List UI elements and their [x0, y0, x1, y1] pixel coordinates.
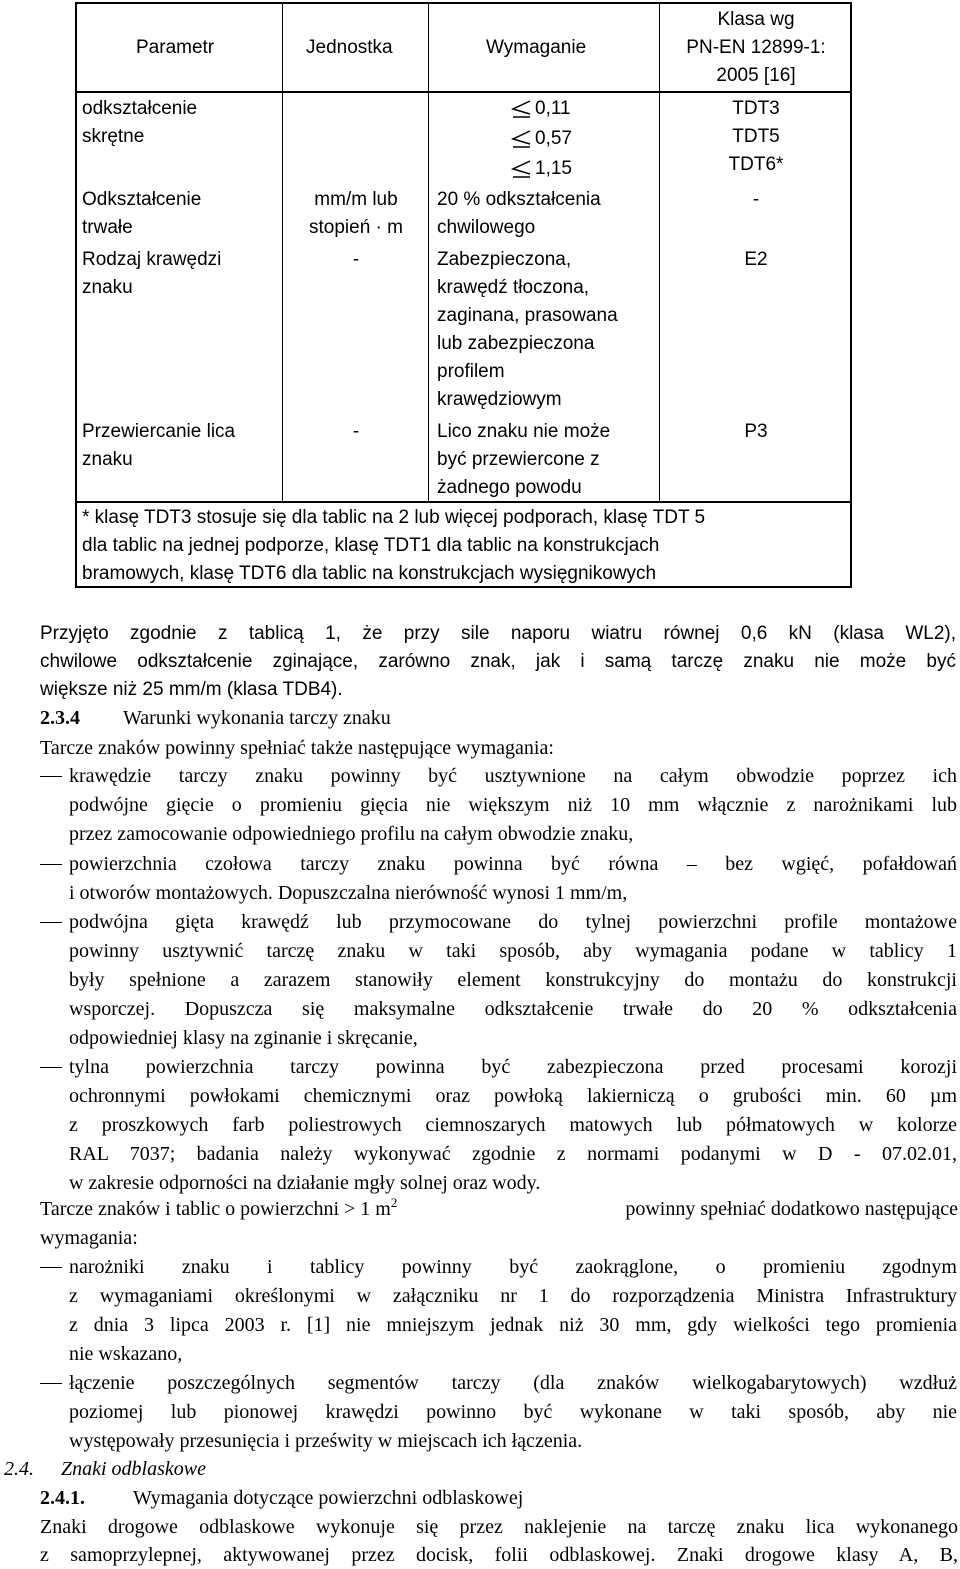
dash-bullet-icon — [40, 1383, 62, 1384]
header-class-3: 2005 [16] — [716, 65, 796, 86]
row3-req-4: lub zabezpieczona — [437, 333, 595, 354]
row4-param-line1: Przewiercanie lica — [82, 421, 236, 442]
row4-req-3: żadnego powodu — [437, 477, 582, 498]
table-footnote-2: dla tablic na jednej podporze, klasę TDT1 dla tablic na konstrukcjach — [82, 535, 660, 556]
less-equal-icon — [510, 159, 532, 179]
row1-req-1: 0,11 — [535, 98, 571, 119]
header-class-2: PN-EN 12899-1: — [686, 37, 826, 58]
row2-req-1: 20 % odkształcenia — [437, 189, 601, 210]
row3-param-line2: znaku — [82, 277, 133, 298]
list1-item3-line4: wsporczej. Dopuszcza się maksymalne odkształcenie trwałe do 20 % odkształcenia — [69, 998, 957, 1020]
section-number-2-3-4: 2.3.4 — [40, 707, 80, 729]
intro-requirements: Tarcze znaków powinny spełniać także następujące wymagania: — [40, 737, 554, 759]
table-col-sep-1 — [282, 2, 283, 501]
dash-bullet-icon — [40, 776, 62, 777]
row1-class-1: TDT3 — [732, 98, 780, 119]
section-number-2-4: 2.4. — [4, 1458, 34, 1480]
row3-req-2: krawędź tłoczona, — [437, 277, 590, 298]
dash-bullet-icon — [40, 922, 62, 923]
header-unit: Jednostka — [306, 37, 393, 58]
row3-req-6: krawędziowym — [437, 389, 562, 410]
list1-item3-line1: podwójna gięta krawędź lub przymocowane do tylnej powierzchni profile montażowe — [69, 911, 957, 933]
list1-item4-line2: ochronnymi powłokami chemicznymi oraz powłoką lakierniczą o grubości min. 60 µm — [69, 1085, 957, 1107]
row3-class: E2 — [744, 249, 768, 270]
para-last-line1: Znaki drogowe odblaskowe wykonuje się przez naklejenie na tarczę znaku lica wykonanego — [40, 1516, 958, 1538]
row3-req-5: profilem — [437, 361, 505, 382]
row1-req-3: 1,15 — [535, 158, 572, 179]
row2-param-line2: trwałe — [82, 217, 133, 238]
row4-class: P3 — [744, 421, 768, 442]
list1-item3-line2: powinny usztywnić tarczę znaku w taki sposób, aby wymagania podane w tablicy 1 — [69, 940, 957, 962]
list2-item1-line2: z wymaganiami określonymi w załączniku nr 1 do rozporządzenia Ministra Infrastruktury — [69, 1285, 957, 1307]
table-header-rule — [75, 91, 852, 93]
para1-line2: chwilowe odkształcenie zginające, zarówno znak, jak i samą tarczę znaku nie może być — [40, 651, 956, 672]
less-equal-icon — [510, 129, 532, 149]
list1-item4-line4: RAL 7037; badania należy wykonywać zgodnie z normami podanymi w D - 07.02.01, — [69, 1143, 957, 1165]
list2-item2-line2: poziomej lub pionowej krawędzi powinno być wykonane w taki sposób, aby nie — [69, 1401, 957, 1423]
row3-unit: - — [352, 249, 360, 270]
list1-item2-line2: i otworów montażowych. Dopuszczalna nierówność wynosi 1 mm/m, — [69, 882, 628, 904]
header-param: Parametr — [136, 37, 215, 58]
list1-item1-line1: krawędzie tarczy znaku powinny być usztywnione na całym obwodzie poprzez ich — [69, 765, 957, 787]
list2-item1-line3: z dnia 3 lipca 2003 r. [1] nie mniejszym jednak niż 30 mm, gdy wielkości tego promienia — [69, 1314, 957, 1336]
list2-item2-line3: występowały przesunięcia i prześwity w miejscach ich łączenia. — [69, 1430, 583, 1452]
table-col-sep-3 — [659, 2, 660, 501]
dash-bullet-icon — [40, 864, 62, 865]
row2-req-2: chwilowego — [437, 217, 536, 238]
row3-req-3: zaginana, prasowana — [437, 305, 618, 326]
list1-item3-line5: odpowiedniej klasy na zginanie i skręcanie, — [69, 1027, 418, 1049]
list2-item1-line1: narożniki znaku i tablicy powinny być zaokrąglone, o promieniu zgodnym — [69, 1256, 957, 1278]
list1-item1-line2: podwójne gięcie o promieniu gięcia nie większym niż 10 mm włącznie z narożnikami lub — [69, 794, 957, 816]
row2-class: - — [752, 189, 760, 210]
table-footnote-1: * klasę TDT3 stosuje się dla tablic na 2 lub więcej podporach, klasę TDT 5 — [82, 507, 706, 528]
list2-item1-line4: nie wskazano, — [69, 1343, 183, 1365]
list1-item3-line3: były spełnione a zarazem stanowiły element konstrukcyjny do montażu do konstrukcji — [69, 969, 957, 991]
row1-param-line1: odkształcenie — [82, 98, 198, 119]
para-last-line2: z samoprzylepnej, aktywowanej przez docisk, folii odblaskowej. Znaki drogowe klasy A, B, — [40, 1544, 958, 1566]
row1-class-2: TDT5 — [732, 126, 780, 147]
row1-param-line2: skrętne — [82, 126, 145, 147]
list1-item4-line3: z proszkowych farb poliestrowych ciemnoszarych matowych lub półmatowych w kolorze — [69, 1114, 957, 1136]
row4-param-line2: znaku — [82, 449, 133, 470]
less-equal-icon — [510, 99, 532, 119]
table-footnote-3: bramowych, klasę TDT6 dla tablic na konstrukcjach wysięgnikowych — [82, 563, 657, 584]
list1-item4-line5: w zakresie odporności na działanie mgły solnej oraz wody. — [69, 1172, 541, 1194]
header-class-1: Klasa wg — [717, 9, 795, 30]
section-title-2-4: Znaki odblaskowe — [61, 1458, 206, 1480]
intro-large-signs — [40, 1195, 958, 1223]
row4-req-2: być przewiercone z — [437, 449, 600, 470]
section-number-2-4-1: 2.4.1. — [40, 1487, 85, 1509]
intro-large-signs-text-a: Tarcze znaków i tablic o powierzchni > 1 $m^2$ — [40, 1195, 398, 1220]
row2-param-line1: Odkształcenie — [82, 189, 202, 210]
para1-line3: większe niż 25 mm/m (klasa TDB4). — [40, 679, 343, 700]
list1-item2-line1: powierzchnia czołowa tarczy znaku powinna być równa – bez wgięć, pofałdowań — [69, 853, 957, 875]
row2-unit-line1: mm/m lub — [314, 189, 398, 210]
dash-bullet-icon — [40, 1267, 62, 1268]
section-title-2-3-4: Warunki wykonania tarczy znaku — [123, 707, 391, 729]
row3-req-1: Zabezpieczona, — [437, 249, 572, 270]
dash-bullet-icon — [40, 1067, 62, 1068]
para1-line1: Przyjęto zgodnie z tablicą 1, że przy sile naporu wiatru równej 0,6 kN (klasa WL2), — [40, 623, 956, 644]
header-requirement: Wymaganie — [486, 37, 587, 58]
section-title-2-4-1: Wymagania dotyczące powierzchni odblaskowej — [133, 1487, 524, 1509]
row3-param-line1: Rodzaj krawędzi — [82, 249, 222, 270]
intro-large-signs-line2: wymagania: — [40, 1227, 138, 1249]
list1-item1-line3: przez zamocowanie odpowiedniego profilu na całym obwodzie znaku, — [69, 823, 634, 845]
intro-large-signs-text-b: powinny spełniać dodatkowo następujące — [625, 1198, 958, 1220]
row1-class-3: TDT6* — [728, 154, 784, 175]
row2-unit-line2: stopień · m — [309, 217, 403, 238]
table-col-sep-2 — [428, 2, 429, 501]
list1-item4-line1: tylna powierzchnia tarczy powinna być zabezpieczona przed procesami korozji — [69, 1056, 957, 1078]
row4-unit: - — [352, 421, 360, 442]
row4-req-1: Lico znaku nie może — [437, 421, 611, 442]
list2-item2-line1: łączenie poszczególnych segmentów tarczy (dla znaków wielkogabarytowych) wzdłuż — [69, 1372, 957, 1394]
row1-req-2: 0,57 — [535, 128, 572, 149]
